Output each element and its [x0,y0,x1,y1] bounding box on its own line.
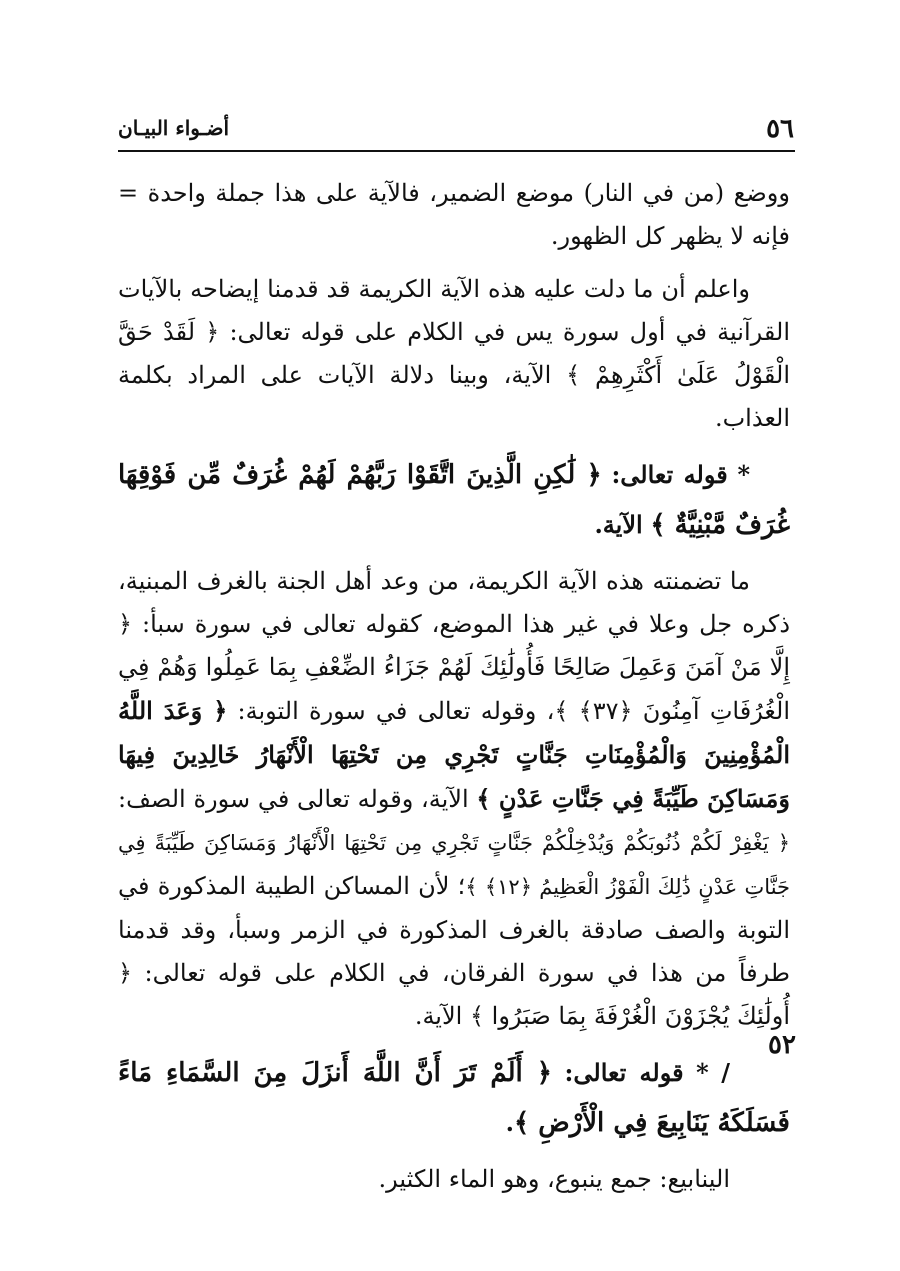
quran-verse: ﴿ أُولَٰئِكَ يُجْزَوْنَ الْغُرْفَةَ بِمَا صَبَرُوا ﴾ [118,959,790,1030]
heading-star: * [696,1058,709,1087]
page-body [118,172,790,1201]
running-title: أضـواء البيـان [118,116,230,140]
heading-label: قوله تعالى: [611,460,728,489]
paragraph-text: واعلم أن ما دلت عليه هذه الآية الكريمة قد قدمنا إيضاحه بالآيات القرآنية في أول سورة يس في الكلام على قوله تعالى: [118,275,790,346]
paragraph-text: ما تضمنته هذه الآية الكريمة، من وعد أهل الجنة بالغرف المبنية، ذكره جل وعلا في غير هذا الموضع، كقوله تعالى في سورة سبأ: [118,567,790,638]
header-rule [118,150,795,152]
quran-verse: ﴿ لَقَدْ حَقَّ الْقَوْلُ عَلَىٰ أَكْثَرِهِمْ ﴾ [118,318,790,389]
section-heading [118,450,790,550]
heading-tail: . [505,1108,514,1137]
paragraph-text: ووضع (من في النار) موضع الضمير، فالآية على هذا جملة واحدة = فإنه لا يظهر كل الظهور. [118,179,790,250]
paragraph-text: الآية. [414,1002,470,1030]
paragraph-text: ؛ لأن المساكن الطيبة المذكورة في التوبة والصف صادقة بالغرف المذكورة في الزمر وسبأ، وقد قدمنا طرفاً من هذا في سورة الفرقان، في الكلام على قوله تعالى: [118,872,790,987]
quran-verse: ﴿ لَٰكِنِ الَّذِينَ اتَّقَوْا رَبَّهُمْ لَهُمْ غُرَفٌ مِّن فَوْقِهَا غُرَفٌ مَّبْنِيَّةٌ ﴾ [118,460,790,540]
paragraph [118,560,790,1038]
heading-star: * [737,460,750,489]
page-header [118,108,794,148]
paragraph [118,1158,790,1201]
paragraph [118,172,790,258]
section-heading [118,1048,790,1148]
paragraph-text: الآية، وبينا دلالة الآيات على المراد بكلمة العذاب. [118,361,790,432]
paragraph-text: الينابيع: جمع ينبوع، وهو الماء الكثير. [378,1165,730,1193]
quran-verse: ﴿ يَغْفِرْ لَكُمْ ذُنُوبَكُمْ وَيُدْخِلْكُمْ جَنَّاتٍ تَجْرِي مِن تَحْتِهَا الْأَنْهَارُ وَمَسَاكِنَ طَيِّبَةً فِي جَنَّاتِ عَدْنٍ ذَٰلِكَ الْفَوْزُ الْعَظِيمُ ﴿١٢﴾ ﴾ [118,831,791,899]
page-number: ٥٦ [766,114,794,144]
quran-verse: ﴿ أَلَمْ تَرَ أَنَّ اللَّهَ أَنزَلَ مِنَ السَّمَاءِ مَاءً فَسَلَكَهُ يَنَابِيعَ فِي الْأَرْضِ ﴾ [118,1058,790,1138]
heading-label: قوله تعالى: [564,1058,684,1087]
quran-verse: ﴿ وَعَدَ اللَّهُ الْمُؤْمِنِينَ وَالْمُؤْمِنَاتِ جَنَّاتٍ تَجْرِي مِن تَحْتِهَا الْأَنْهَارُ خَالِدِينَ فِيهَا وَمَسَاكِنَ طَيِّبَةً فِي جَنَّاتِ عَدْنٍ ﴾ [118,696,790,813]
paragraph-text: الآية، وقوله تعالى في سورة الصف: [118,785,477,813]
heading-tail: الآية. [594,510,643,539]
paragraph [118,268,790,440]
margin-page-number: ٥٢ [768,1030,796,1060]
quran-verse: ﴿ إِلَّا مَنْ آمَنَ وَعَمِلَ صَالِحًا فَأُولَٰئِكَ لَهُمْ جَزَاءُ الضِّعْفِ بِمَا عَمِلُوا وَهُمْ فِي الْغُرُفَاتِ آمِنُونَ ﴿٣٧﴾ ﴾ [118,610,790,725]
paragraph-text: ، وقوله تعالى في سورة التوبة: [227,697,555,725]
heading-slash: / [721,1058,730,1087]
